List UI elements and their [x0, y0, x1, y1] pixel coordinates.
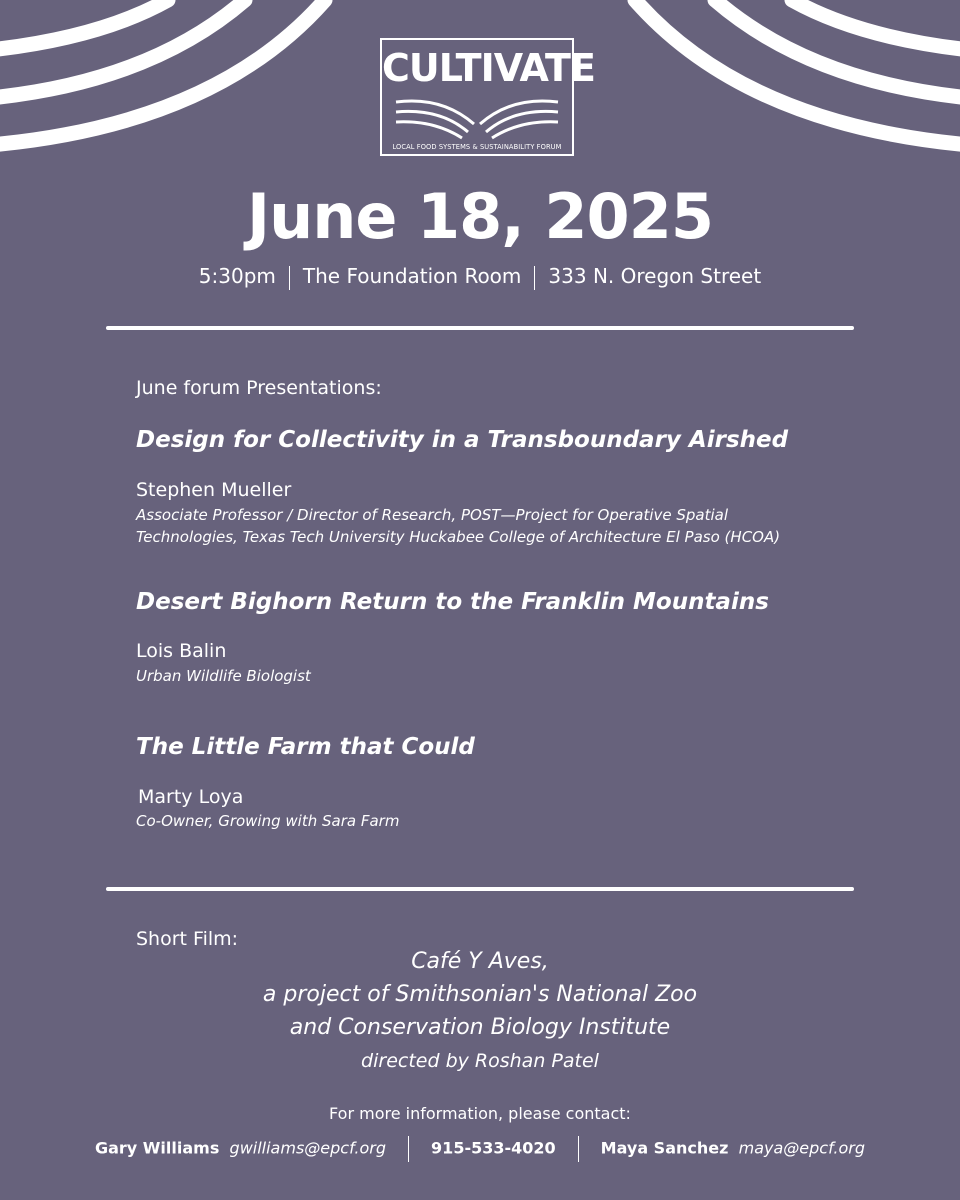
speaker-name-2: Lois Balin — [136, 640, 227, 662]
presentations-heading: June forum Presentations: — [136, 377, 382, 399]
contact-name-2: Maya Sanchez — [600, 1138, 729, 1158]
stripe-right-3 — [635, 0, 960, 145]
logo-field-rows-graphic — [382, 40, 595, 154]
separator — [578, 1136, 579, 1162]
event-time: 5:30pm — [198, 264, 276, 288]
contact-name-1: Gary Williams — [94, 1138, 220, 1158]
separator — [534, 266, 535, 290]
speaker-name-1: Stephen Mueller — [136, 479, 292, 501]
separator — [408, 1136, 409, 1162]
event-address: 333 N. Oregon Street — [548, 264, 762, 288]
speaker-name-3: Marty Loya — [138, 786, 244, 808]
film-title-block — [0, 945, 960, 1044]
logo-subtitle: LOCAL FOOD SYSTEMS & SUSTAINABILITY FORUM — [392, 142, 562, 151]
film-project-line: and Conservation Biology Institute — [289, 1015, 671, 1040]
divider-bottom — [106, 887, 854, 891]
stripe-right-1 — [792, 0, 960, 50]
contact-heading: For more information, please contact: — [329, 1104, 631, 1123]
separator — [289, 266, 290, 290]
divider-top — [106, 326, 854, 330]
stripe-left-1 — [0, 0, 168, 50]
logo-wordmark: CULTIVATE — [382, 46, 595, 90]
talk-title-1: Design for Collectivity in a Transboundary Airshed — [136, 427, 789, 453]
film-label: Short Film: — [136, 928, 239, 950]
film-title: Café Y Aves, — [411, 949, 549, 974]
affiliation-line: Technologies, Texas Tech University Huckabee College of Architecture El Paso (HCOA) — [136, 528, 781, 546]
contact-email-2[interactable]: maya@epcf.org — [738, 1138, 866, 1158]
stripe-left-3 — [0, 0, 325, 145]
contact-row — [0, 1136, 960, 1162]
cultivate-logo — [380, 38, 595, 156]
contact-email-1[interactable]: gwilliams@epcf.org — [229, 1138, 387, 1158]
event-venue: The Foundation Room — [302, 264, 522, 288]
speaker-affiliation-3: Co-Owner, Growing with Sara Farm — [136, 812, 400, 830]
speaker-affiliation-1 — [136, 504, 780, 548]
film-project-line: a project of Smithsonian's National Zoo — [262, 982, 698, 1007]
event-details — [0, 264, 960, 290]
film-director: directed by Roshan Patel — [361, 1050, 599, 1072]
contact-phone[interactable]: 915-533-4020 — [431, 1138, 556, 1158]
talk-title-2: Desert Bighorn Return to the Franklin Mountains — [136, 589, 769, 615]
talk-title-3: The Little Farm that Could — [136, 734, 475, 760]
affiliation-line: Associate Professor / Director of Research, POST—Project for Operative Spatial — [136, 506, 729, 524]
event-date: June 18, 2025 — [247, 180, 713, 253]
speaker-affiliation-2: Urban Wildlife Biologist — [136, 667, 311, 685]
